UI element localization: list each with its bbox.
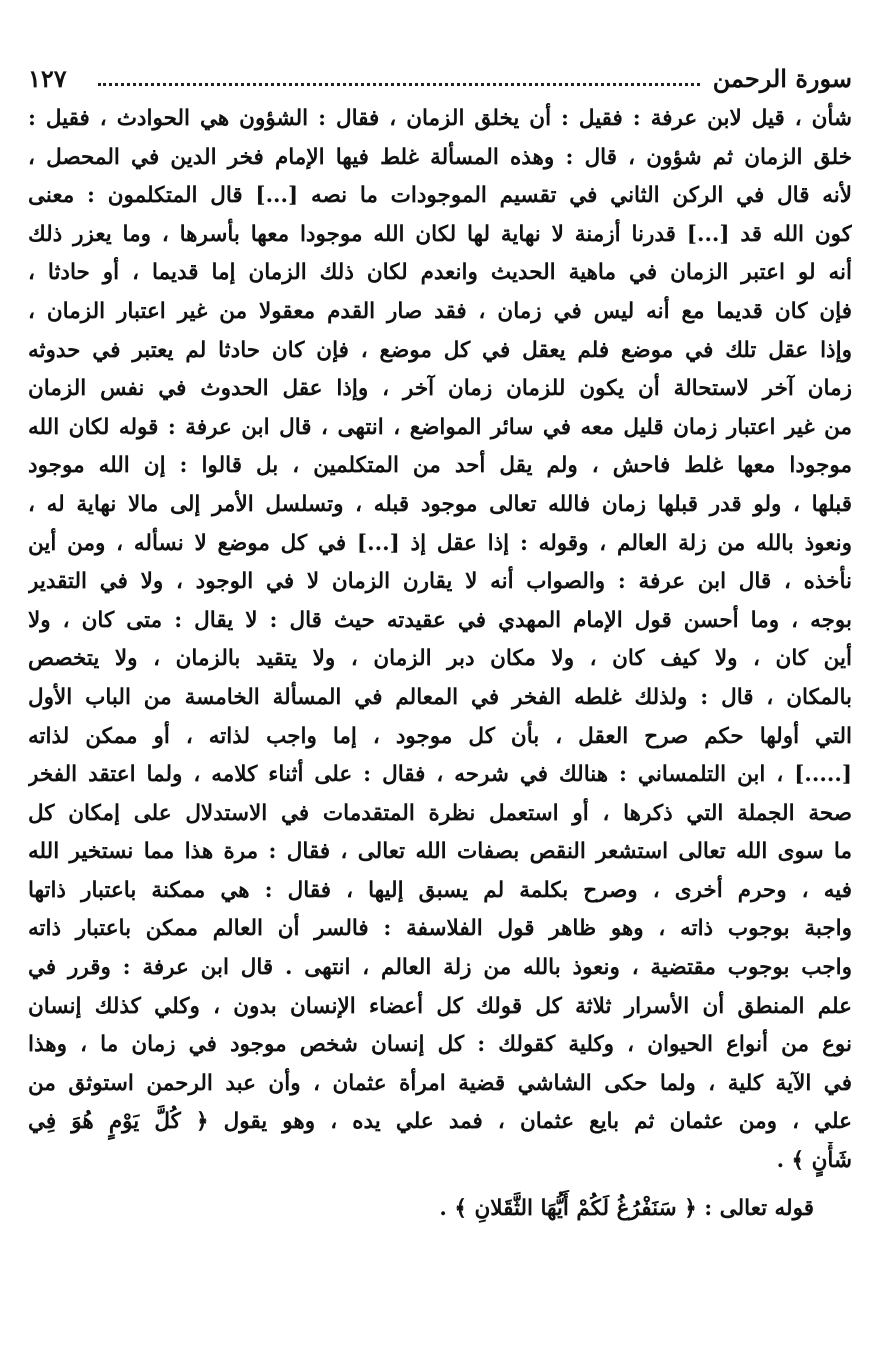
text-line: واجب بوجوب مقتضية ، ونعوذ بالله من زلة العالم ، انتهى . قال ابن عرفة : وقرر في <box>28 955 852 981</box>
text-line: [.....] ، ابن التلمساني : هنالك في شرحه ، فقال : على أثناء كلامه ، ولما اعتقد الفخر <box>28 762 852 788</box>
text-line: لأنه قال في الركن الثاني في تقسيم الموجودات ما نصه [...] قال المتكلمون : معنى <box>28 183 852 209</box>
surah-title: سورة الرحمن <box>712 64 852 93</box>
text-line: نوع من أنواع الحيوان ، وكلية كقولك : كل إنسان شخص موجود في زمان ما ، وهذا <box>28 1032 852 1058</box>
text-line: ما سوى الله تعالى استشعر النقص بصفات الله تعالى ، فقال : مرة هذا مما نستخير الله <box>28 839 852 865</box>
text-line: صحة الجملة التي ذكرها ، أو استعمل نظرة المتقدمات في الاستدلال على إمكان كل <box>28 800 852 826</box>
verse-heading <box>28 1187 852 1231</box>
text-line: بالمكان ، قال : ولذلك غلطه الفخر في المعالم في المسألة الخامسة من الباب الأول <box>28 684 852 710</box>
text-line: نأخذه ، قال ابن عرفة : والصواب أنه لا يقارن الزمان لا في الوجود ، ولا في التقدير <box>28 569 852 595</box>
text-line: التي أولها حكم صرح العقل ، بأن كل موجود ، إما واجب لذاته ، أو ممكن لذاته <box>28 723 852 749</box>
text-line: واجبة بوجوب ذاته ، وهو ظاهر قول الفلاسفة : فالسر أن العالم ممكن باعتبار ذاته <box>28 916 852 942</box>
text-line: أنه لو اعتبر الزمان في ماهية الحديث وانعدم لكان ذلك الزمان إما قديما ، أو حادثا ، <box>28 260 852 286</box>
text-line: زمان آخر لاستحالة أن يكون للزمان زمان آخر ، وإذا عقل الحدوث في نفس الزمان <box>28 376 852 402</box>
text-line: خلق الزمان ثم شؤون ، قال : وهذه المسألة غلط فيها الإمام فخر الدين في المحصل ، <box>28 144 852 170</box>
text-line: فيه ، وحرم أخرى ، وصرح بكلمة لم يسبق إليها ، فقال : هي ممكنة باعتبار ذاتها <box>28 877 852 903</box>
text-line: قبلها ، ولو قدر قبلها زمان فالله تعالى موجود قبله ، وتسلسل الأمر إلى مالا نهاية له ، <box>28 491 852 517</box>
text-line: في الآية كلية ، ولما حكى الشاشي قضية امرأة عثمان ، وأن عبد الرحمن استوثق من <box>28 1070 852 1096</box>
header-dotted-leader <box>98 83 700 86</box>
book-page <box>28 52 852 1342</box>
text-line: بوجه ، وما أحسن قول الإمام المهدي في عقيدته حيث قال : لا يقال : متى كان ، ولا <box>28 607 852 633</box>
body-text <box>28 100 852 1231</box>
text-line: علي ، ومن عثمان ثم بايع عثمان ، فمد علي يده ، وهو يقول ﴿ كُلَّ يَوْمٍ هُوَ فِي <box>28 1109 852 1135</box>
text-line: وإذا عقل تلك في موضع فلم يعقل في كل موضع ، فإن كان حادثا لم يعتبر في حدوثه <box>28 337 852 363</box>
running-header <box>28 62 852 96</box>
text-line: شأن ، قيل لابن عرفة : فقيل : أن يخلق الزمان ، فقال : الشؤون هي الحوادث ، فقيل : <box>28 106 852 131</box>
text-line: من غير اعتبار زمان قليل معه في سائر المواضع ، انتهى ، قال ابن عرفة : قوله لكان الله <box>28 414 852 440</box>
verse-intro: قوله تعالى : <box>704 1195 814 1221</box>
page-number: ١٢٧ <box>28 64 67 93</box>
text-line: شَأْنٍ ﴾ . <box>776 1148 852 1174</box>
text-line: ونعوذ بالله من زلة العالم ، وقوله : إذا عقل إذ [...] في كل موضع لا نسأله ، ومن أين <box>28 530 852 556</box>
text-line: موجودا معها غلط فاحش ، ولم يقل أحد من المتكلمين ، بل قالوا : إن الله موجود <box>28 453 852 479</box>
text-line: علم المنطق أن الأسرار ثلاثة كل قولك كل أعضاء الإنسان بدون ، وكلي كذلك إنسان <box>28 993 852 1019</box>
text-line: كون الله قد [...] قدرنا أزمنة لا نهاية لها لكان الله موجودا معها بأسرها ، وما يعزر ذلك <box>28 221 852 247</box>
text-line: فإن كان قديما مع أنه ليس في زمان ، فقد صار القدم معقولا من غير اعتبار الزمان ، <box>28 298 852 324</box>
text-line: أين كان ، ولا كيف كان ، ولا مكان دبر الزمان ، ولا يتقيد بالزمان ، ولا يتخصص <box>28 646 852 672</box>
quran-verse: ﴿ سَنَفْرُغُ لَكُمْ أَيُّهَا الثَّقَلانِ ﴾ . <box>439 1195 697 1221</box>
